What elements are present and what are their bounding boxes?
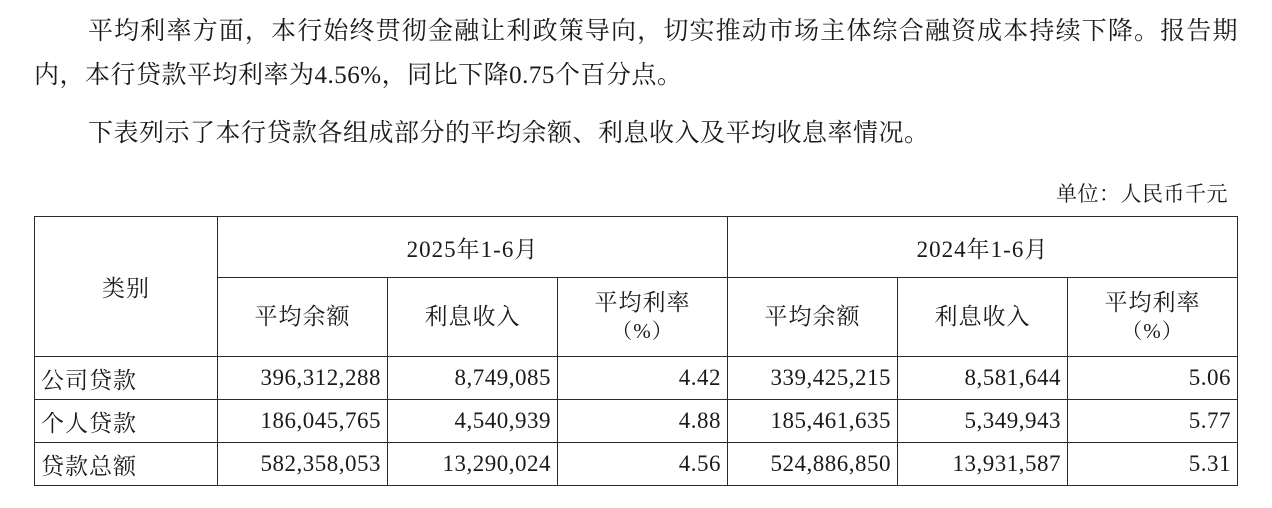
cell-corporate-avg-balance-2024: 339,425,215 xyxy=(728,357,898,400)
paragraph-average-rate: 平均利率方面，本行始终贯彻金融让利政策导向，切实推动市场主体综合融资成本持续下降。报告期内，本行贷款平均利率为4.56%，同比下降0.75个百分点。 xyxy=(34,18,1238,89)
table-row xyxy=(35,443,1238,486)
cell-personal-interest-income-2024: 5,349,943 xyxy=(898,400,1068,443)
header-avg-rate-2024-line2: （%） xyxy=(1121,319,1184,343)
header-avg-rate-2024 xyxy=(1068,278,1238,357)
header-interest-income-2025: 利息收入 xyxy=(388,278,558,357)
cell-personal-avg-balance-2024: 185,461,635 xyxy=(728,400,898,443)
row-label-personal-loans: 个人贷款 xyxy=(35,400,218,443)
table-row xyxy=(35,357,1238,400)
cell-corporate-avg-balance-2025: 396,312,288 xyxy=(218,357,388,400)
cell-total-avg-rate-2025: 4.56 xyxy=(558,443,728,486)
cell-corporate-interest-income-2025: 8,749,085 xyxy=(388,357,558,400)
cell-total-avg-balance-2025: 582,358,053 xyxy=(218,443,388,486)
loan-composition-table xyxy=(34,216,1238,486)
table-row xyxy=(35,400,1238,443)
row-label-corporate-loans: 公司贷款 xyxy=(35,357,218,400)
header-avg-balance-2024: 平均余额 xyxy=(728,278,898,357)
table-header-row-year xyxy=(35,217,1238,278)
header-avg-rate-2025 xyxy=(558,278,728,357)
header-period-2025: 2025年1-6月 xyxy=(218,217,728,278)
cell-personal-avg-rate-2025: 4.88 xyxy=(558,400,728,443)
cell-total-interest-income-2025: 13,290,024 xyxy=(388,443,558,486)
row-label-total-loans: 贷款总额 xyxy=(35,443,218,486)
header-period-2024: 2024年1-6月 xyxy=(728,217,1238,278)
header-category: 类别 xyxy=(35,217,218,357)
paragraph-table-intro: 下表列示了本行贷款各组成部分的平均余额、利息收入及平均收息率情况。 xyxy=(88,120,930,147)
cell-personal-avg-balance-2025: 186,045,765 xyxy=(218,400,388,443)
header-avg-balance-2025: 平均余额 xyxy=(218,278,388,357)
cell-total-avg-rate-2024: 5.31 xyxy=(1068,443,1238,486)
cell-corporate-avg-rate-2025: 4.42 xyxy=(558,357,728,400)
cell-corporate-avg-rate-2024: 5.06 xyxy=(1068,357,1238,400)
cell-corporate-interest-income-2024: 8,581,644 xyxy=(898,357,1068,400)
cell-personal-interest-income-2025: 4,540,939 xyxy=(388,400,558,443)
cell-total-interest-income-2024: 13,931,587 xyxy=(898,443,1068,486)
cell-personal-avg-rate-2024: 5.77 xyxy=(1068,400,1238,443)
unit-note: 单位：人民币千元 xyxy=(1056,182,1228,206)
header-avg-rate-2024-line1: 平均利率 xyxy=(1104,290,1201,315)
cell-total-avg-balance-2024: 524,886,850 xyxy=(728,443,898,486)
header-avg-rate-2025-line1: 平均利率 xyxy=(594,290,691,315)
header-interest-income-2024: 利息收入 xyxy=(898,278,1068,357)
header-avg-rate-2025-line2: （%） xyxy=(611,319,674,343)
